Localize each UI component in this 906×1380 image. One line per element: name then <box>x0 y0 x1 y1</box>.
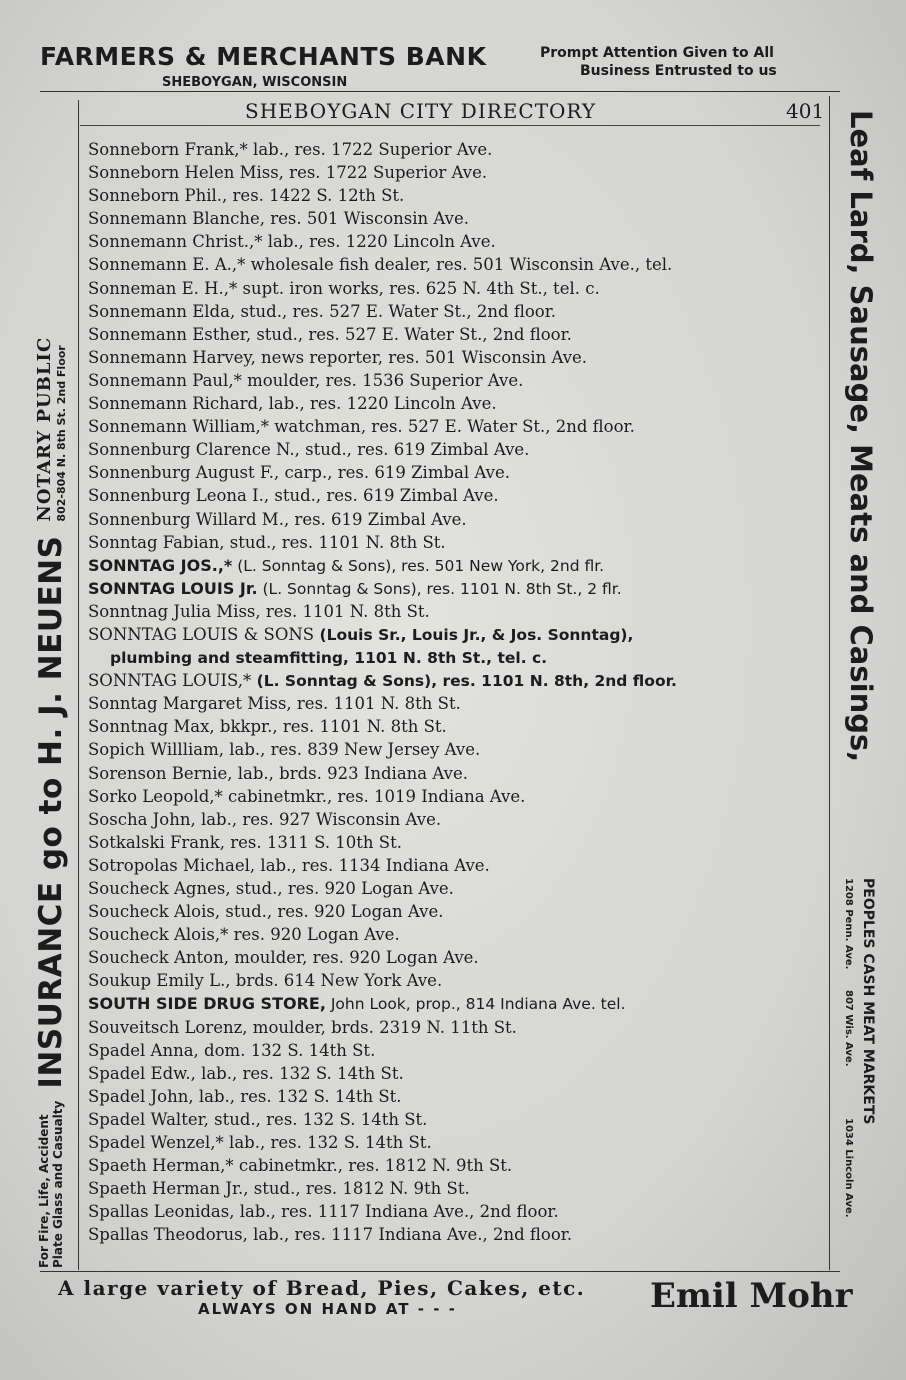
notary-block <box>35 337 68 522</box>
market-name: PEOPLES CASH MEAT MARKETS <box>860 878 876 1125</box>
entry-detail: moulder, brds. 2319 N. 11th St. <box>247 1017 517 1037</box>
entry-detail: stud., res. 619 Zimbal Ave. <box>299 440 530 460</box>
directory-entry <box>88 184 830 207</box>
entry-name: Spadel Edw., <box>88 1063 196 1083</box>
entry-detail: stud., res. 527 E. Water St., 2nd floor. <box>235 301 557 321</box>
directory-entry <box>88 161 830 184</box>
bank-advertisement <box>40 42 540 98</box>
directory-entry <box>88 323 830 346</box>
entry-detail: (L. Sonntag & Sons), res. 1101 N. 8th St., 2 flr. <box>257 579 622 598</box>
directory-entry <box>88 1200 830 1223</box>
directory-entry <box>88 646 830 669</box>
entry-detail: lab., res. 1117 Indiana Ave., 2nd floor. <box>247 1225 573 1245</box>
entry-detail: res. 1101 N. 8th St. <box>260 601 430 621</box>
directory-entry <box>88 831 830 854</box>
entry-detail: stud., res. 619 Zimbal Ave. <box>269 486 499 506</box>
directory-entry <box>88 600 830 623</box>
entry-detail: res. 619 Zimbal Ave. <box>289 509 467 529</box>
directory-entries <box>88 138 830 1247</box>
entry-detail: cabinetmkr., res. 1019 Indiana Ave. <box>222 786 526 806</box>
entry-detail: stud., res. 527 E. Water St., 2nd floor. <box>251 324 572 344</box>
directory-entry <box>88 992 830 1015</box>
entry-name: Sonnemann Richard, <box>88 394 264 414</box>
entry-detail: stud., res. 920 Logan Ave. <box>230 879 454 898</box>
entry-detail: carp., res. 619 Zimbal Ave. <box>279 463 510 483</box>
entry-name: Sotkalski Frank, <box>88 832 226 852</box>
entry-name: Spallas Leonidas, <box>88 1202 235 1222</box>
directory-entry <box>88 392 830 415</box>
entry-name: Sotropolas Michael, <box>88 855 256 875</box>
entry-name: Spallas Theodorus, <box>88 1225 248 1245</box>
directory-entry <box>88 1062 830 1085</box>
market-address-1: 1208 Penn. Ave. <box>843 878 854 970</box>
entry-detail: res. 1422 S. 12th St. <box>227 186 405 206</box>
meats-headline: Leaf Lard, Sausage, Meats and Casings, <box>844 110 878 763</box>
entry-name: Sonntag Fabian, <box>88 532 225 552</box>
directory-entry <box>88 577 830 600</box>
entry-name: Sonneborn Frank,* <box>88 140 248 159</box>
directory-entry <box>88 253 830 276</box>
bank-city: SHEBOYGAN, WISCONSIN <box>162 75 348 90</box>
directory-entry <box>88 508 830 531</box>
entry-name: SONNTAG LOUIS Jr. <box>88 578 258 598</box>
entry-name: Spadel Anna, <box>88 1040 199 1060</box>
entry-detail: lab., brds. 923 Indiana Ave. <box>232 763 468 783</box>
entry-name: Spadel John, <box>88 1086 194 1106</box>
entry-name: Sonnemann Blanche, <box>88 209 265 229</box>
directory-entry <box>88 923 830 946</box>
directory-entry <box>88 900 830 923</box>
entry-detail: stud., res. 132 S. 14th St. <box>208 1109 428 1129</box>
bakery-name: Emil Mohr <box>650 1276 853 1316</box>
entry-detail: res. 501 Wisconsin Ave. <box>264 209 469 229</box>
entry-name: Sonntnag Julia Miss, <box>88 601 261 621</box>
notary-label: NOTARY PUBLIC <box>33 336 55 522</box>
entry-detail: stud., res. 1101 N. 8th St. <box>224 532 446 552</box>
meat-market-advertisement <box>830 110 880 1260</box>
insurance-advertisement <box>26 108 76 1268</box>
directory-entry <box>88 484 830 507</box>
entry-detail: lab., res. 1220 Lincoln Ave. <box>263 394 497 414</box>
bakery-line-2: ALWAYS ON HAND AT - - - <box>198 1300 457 1318</box>
directory-entry <box>88 1085 830 1108</box>
directory-entry <box>88 1039 830 1062</box>
directory-entry <box>88 230 830 253</box>
entry-detail: res. 1311 S. 10th St. <box>225 832 402 852</box>
bakery-line-1: A large variety of Bread, Pies, Cakes, etc. <box>58 1276 586 1300</box>
directory-entry <box>88 1108 830 1131</box>
entry-detail: lab., res. 1117 Indiana Ave., 2nd floor. <box>234 1202 559 1222</box>
entry-name: Sonneborn Helen Miss, <box>88 163 284 183</box>
entry-detail: lab., res. 927 Wisconsin Ave. <box>195 809 442 829</box>
header-rule <box>40 91 840 92</box>
directory-entry <box>88 669 830 692</box>
entry-name: SONNTAG LOUIS & SONS <box>88 624 315 644</box>
directory-entry <box>88 438 830 461</box>
bank-slogan-line-2: Business Entrusted to us <box>580 63 777 79</box>
entry-name: Sonnenburg Willard M., <box>88 509 290 529</box>
bank-name: FARMERS & MERCHANTS BANK <box>40 42 487 71</box>
entry-name: Sonnemann Harvey, <box>88 347 256 367</box>
entry-name: Sopich Willliam, <box>88 740 224 760</box>
entry-name: Soucheck Anton, <box>88 948 229 968</box>
entry-name: Sorko Leopold,* <box>88 786 223 806</box>
entry-name: Soscha John, <box>88 809 196 829</box>
insurance-types <box>37 1101 65 1268</box>
directory-entry <box>88 969 830 992</box>
directory-entry <box>88 854 830 877</box>
entry-name: Sonnenburg August F., <box>88 463 280 483</box>
entry-detail: res. 1722 Superior Ave. <box>283 163 488 183</box>
running-head-rule <box>80 125 820 126</box>
directory-entry <box>88 300 830 323</box>
bank-slogan-line-1: Prompt Attention Given to All <box>540 45 774 61</box>
entry-detail: dom. 132 S. 14th St. <box>198 1040 376 1060</box>
directory-entry <box>88 1016 830 1039</box>
directory-entry <box>88 531 830 554</box>
entry-name: Soucheck Alois, <box>88 902 221 922</box>
entry-detail: news reporter, res. 501 Wisconsin Ave. <box>255 347 588 367</box>
directory-entry <box>88 369 830 392</box>
directory-entry <box>88 808 830 831</box>
directory-entry <box>88 1223 830 1246</box>
directory-entry <box>88 715 830 738</box>
entry-detail: brds. 614 New York Ave. <box>230 971 443 991</box>
directory-entry <box>88 1177 830 1200</box>
entry-name: Sonnemann Christ.,* <box>88 232 263 252</box>
entry-name: Soucheck Agnes, <box>88 879 231 898</box>
directory-entry <box>88 762 830 785</box>
entry-detail: stud., res. 920 Logan Ave. <box>220 902 444 922</box>
directory-entry <box>88 207 830 230</box>
entry-name: Sonnemann E. A.,* <box>88 255 246 275</box>
entry-name: Sonneman E. H.,* <box>88 278 238 298</box>
entry-name: Sorenson Bernie, <box>88 763 233 783</box>
entry-name: Soukup Emily L., <box>88 971 231 991</box>
entry-name: Spaeth Herman Jr., <box>88 1179 249 1199</box>
entry-name: Sonnemann Esther, <box>88 324 252 344</box>
entry-name: Sonntnag Max, <box>88 717 215 737</box>
insurance-types-line-b: Plate Glass and Casualty <box>51 1100 65 1268</box>
entry-name: Spaeth Herman,* <box>88 1156 234 1176</box>
entry-name: Sonnemann William,* <box>88 417 269 437</box>
entry-detail: moulder, res. 920 Logan Ave. <box>228 948 479 968</box>
insurance-types-line-a: For Fire, Life, Accident <box>37 1114 51 1268</box>
entry-name: Sonnenburg Clarence N., <box>88 440 300 460</box>
directory-entry <box>88 138 830 161</box>
entry-detail: wholesale fish dealer, res. 501 Wisconsin Ave., tel. <box>245 255 673 275</box>
entry-detail: lab., res. 1722 Superior Ave. <box>247 140 493 159</box>
directory-entry <box>88 346 830 369</box>
entry-detail: bkkpr., res. 1101 N. 8th St. <box>214 717 447 737</box>
entry-name: Soucheck Alois,* <box>88 925 229 945</box>
entry-detail: lab., res. 1134 Indiana Ave. <box>255 855 490 875</box>
directory-entry <box>88 692 830 715</box>
entry-detail: lab., res. 132 S. 14th St. <box>193 1086 402 1106</box>
directory-entry <box>88 738 830 761</box>
entry-name: SONNTAG JOS.,* <box>88 555 233 575</box>
directory-entry <box>88 623 830 646</box>
entry-detail: plumbing and steamfitting, 1101 N. 8th St., tel. c. <box>110 649 548 668</box>
directory-entry <box>88 946 830 969</box>
bakery-advertisement <box>58 1276 658 1318</box>
entry-name: Sonnenburg Leona I., <box>88 486 270 506</box>
entry-detail: lab., res. 1220 Lincoln Ave. <box>262 232 496 252</box>
running-head-title: SHEBOYGAN CITY DIRECTORY <box>245 99 597 123</box>
entry-detail: (L. Sonntag & Sons), res. 1101 N. 8th, 2nd floor. <box>251 672 677 691</box>
entry-name: Souveitsch Lorenz, <box>88 1017 248 1037</box>
directory-entry <box>88 461 830 484</box>
bank-slogan <box>540 44 850 80</box>
directory-entry <box>88 877 830 900</box>
entry-detail: lab., res. 132 S. 14th St. <box>195 1063 404 1083</box>
entry-detail: lab., res. 132 S. 14th St. <box>223 1133 432 1153</box>
notary-address: 802-804 N. 8th St. 2nd Floor <box>54 345 68 522</box>
entry-detail: res. 920 Logan Ave. <box>228 925 400 945</box>
insurance-headline: INSURANCE go to H. J. NEUENS <box>33 535 69 1089</box>
directory-entry <box>88 1131 830 1154</box>
entry-name: Sonnemann Elda, <box>88 301 236 321</box>
entry-name: SONNTAG LOUIS,* <box>88 671 252 691</box>
market-address-2: 807 Wis. Ave. <box>843 990 854 1067</box>
entry-name: Spadel Wenzel,* <box>88 1133 224 1153</box>
directory-entry <box>88 1154 830 1177</box>
entry-name: SOUTH SIDE DRUG STORE, <box>88 994 326 1014</box>
entry-detail: res. 1101 N. 8th St. <box>291 694 461 714</box>
entry-detail: supt. iron works, res. 625 N. 4th St., tel. c. <box>237 278 600 298</box>
entry-name: Sonneborn Phil., <box>88 186 228 206</box>
left-column-rule <box>78 100 79 1270</box>
entry-detail: John Look, prop., 814 Indiana Ave. tel. <box>325 995 626 1014</box>
entry-detail: (Louis Sr., Louis Jr., & Jos. Sonntag), <box>314 625 634 644</box>
entry-detail: cabinetmkr., res. 1812 N. 9th St. <box>233 1156 513 1176</box>
directory-entry <box>88 277 830 300</box>
entry-name: Sonnemann Paul,* <box>88 370 242 390</box>
entry-detail: moulder, res. 1536 Superior Ave. <box>241 370 524 390</box>
directory-entry <box>88 785 830 808</box>
entry-detail: stud., res. 1812 N. 9th St. <box>248 1179 470 1199</box>
entry-detail: lab., res. 839 New Jersey Ave. <box>223 740 481 760</box>
entry-detail: watchman, res. 527 E. Water St., 2nd floor. <box>269 417 635 437</box>
market-address-3: 1034 Lincoln Ave. <box>843 1118 854 1218</box>
directory-entry <box>88 554 830 577</box>
footer-rule <box>40 1271 840 1272</box>
entry-detail: (L. Sonntag & Sons), res. 501 New York, 2nd flr. <box>232 556 605 575</box>
entry-name: Sonntag Margaret Miss, <box>88 694 292 714</box>
directory-entry <box>88 415 830 438</box>
page-number: 401 <box>786 99 825 123</box>
entry-name: Spadel Walter, <box>88 1109 209 1129</box>
